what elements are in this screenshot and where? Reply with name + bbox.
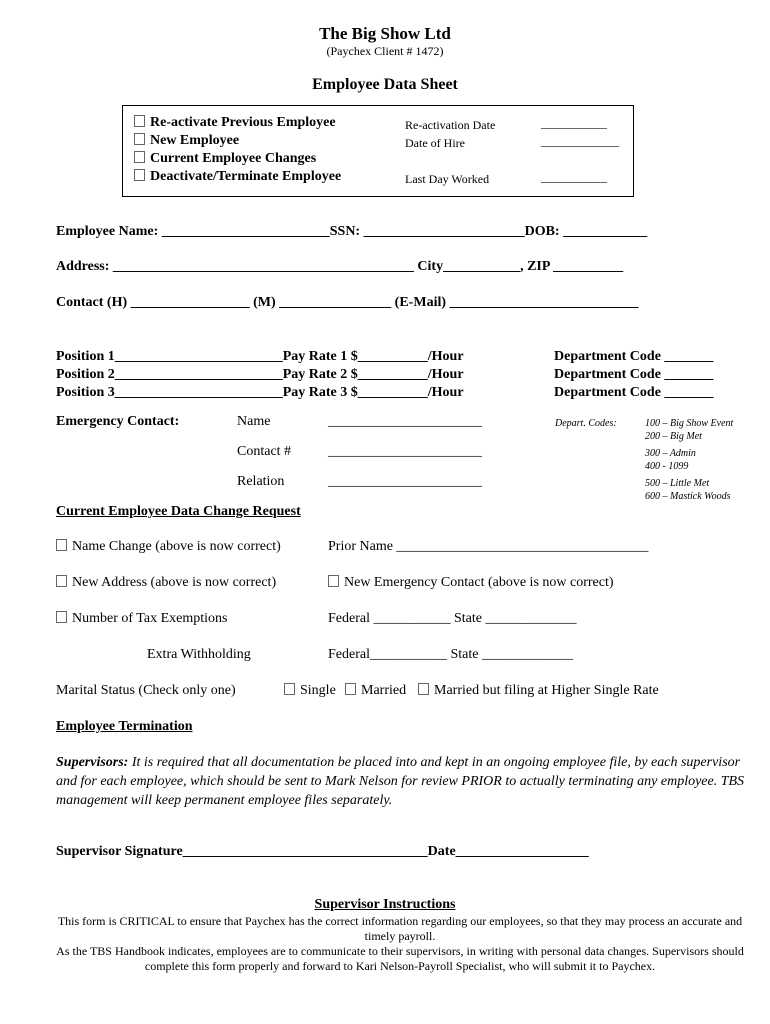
checkbox[interactable] (345, 683, 356, 695)
reactivation-date-field[interactable]: ___________ (541, 116, 607, 130)
dept-code-item: 300 – Admin (645, 448, 696, 459)
dept-code-item: 100 – Big Show Event (645, 418, 734, 429)
supervisors-label: Supervisors: (56, 755, 129, 770)
last-day-label: Last Day Worked (405, 172, 490, 186)
option-deactivate[interactable] (134, 169, 341, 185)
extra-withholding-fields[interactable]: Federal___________ State _____________ (328, 647, 573, 662)
option-label: New Employee (150, 133, 240, 148)
emergency-contact-heading: Emergency Contact: (56, 414, 180, 429)
marital-status-label: Marital Status (Check only one) (56, 683, 236, 698)
tax-exemptions-fields[interactable]: Federal ___________ State _____________ (328, 611, 577, 626)
option-label: New Emergency Contact (above is now correct) (344, 575, 614, 590)
new-emergency-contact-option[interactable] (328, 575, 614, 591)
supervisors-text: It is required that all documentation be placed into and kept in an ongoing employee file, by each supervisor and for each employee, which should be sent to Mark Nelson for review PRIOR to actually terminating any employee. TBS management will keep permanent employee files separately. (56, 755, 745, 808)
tax-exemptions-option[interactable] (56, 611, 227, 627)
option-label: Current Employee Changes (150, 151, 317, 166)
date-of-hire-label: Date of Hire (405, 136, 465, 150)
checkbox[interactable] (134, 115, 145, 127)
marital-married-option[interactable] (345, 683, 406, 699)
dept-code-item: 400 - 1099 (645, 461, 689, 472)
instructions-paragraph-1: This form is CRITICAL to ensure that Paychex has the correct information regarding our employees, so that they may process an accurate and timely payroll. (57, 914, 743, 943)
change-request-heading: Current Employee Data Change Request (56, 504, 301, 519)
position-2-line[interactable]: Position 2________________________Pay Rate 2 $__________/Hour (56, 367, 464, 382)
checkbox[interactable] (284, 683, 295, 695)
option-label: Name Change (above is now correct) (72, 539, 281, 554)
emergency-name-field[interactable]: ______________________ (328, 414, 482, 429)
option-label: Deactivate/Terminate Employee (150, 169, 342, 184)
emergency-relation-label: Relation (237, 474, 285, 489)
prior-name-field[interactable]: Prior Name ____________________________________ (328, 539, 649, 554)
client-number: (Paychex Client # 1472) (326, 44, 444, 58)
checkbox[interactable] (134, 169, 145, 181)
marital-higher-rate-option[interactable] (418, 683, 659, 699)
checkbox[interactable] (56, 611, 67, 623)
marital-single-option[interactable] (284, 683, 336, 699)
option-new-employee[interactable] (134, 133, 239, 149)
name-change-option[interactable] (56, 539, 281, 555)
company-name: The Big Show Ltd (319, 24, 451, 43)
contact-line[interactable]: Contact (H) _________________ (M) ________________ (E-Mail) ___________________________ (56, 295, 639, 310)
checkbox[interactable] (418, 683, 429, 695)
dept-codes-heading: Depart. Codes: (555, 418, 617, 429)
dept-code-item: 200 – Big Met (645, 431, 702, 442)
option-label: New Address (above is now correct) (72, 575, 277, 590)
option-current-changes[interactable] (134, 151, 316, 167)
emergency-name-label: Name (237, 414, 271, 429)
option-label: Re-activate Previous Employee (150, 115, 336, 130)
address-line[interactable]: Address: ___________________________________________ City___________, ZIP __________ (56, 259, 624, 274)
option-label: Married but filing at Higher Single Rate (434, 683, 659, 698)
position-1-line[interactable]: Position 1________________________Pay Rate 1 $__________/Hour (56, 349, 464, 364)
emergency-contact-field[interactable]: ______________________ (328, 444, 482, 459)
department-code-2[interactable]: Department Code _______ (554, 367, 714, 382)
option-label: Single (300, 683, 336, 698)
option-label: Married (361, 683, 407, 698)
checkbox[interactable] (134, 133, 145, 145)
dept-code-item: 500 – Little Met (645, 478, 710, 489)
checkbox[interactable] (56, 575, 67, 587)
department-code-3[interactable]: Department Code _______ (554, 385, 714, 400)
instructions-heading: Supervisor Instructions (314, 897, 456, 912)
department-code-1[interactable]: Department Code _______ (554, 349, 714, 364)
page-title: Employee Data Sheet (312, 76, 458, 93)
instructions-paragraph-2: As the TBS Handbook indicates, employees are to communicate to their supervisors, in writing with personal data changes. Supervisors should complete this form properly and forward to Kari Nelson-Payroll Specialist, who will submit it to Paychex. (56, 944, 744, 973)
last-day-field[interactable]: ___________ (541, 170, 607, 184)
date-of-hire-field[interactable]: _____________ (541, 134, 619, 148)
dept-code-item: 600 – Mastick Woods (645, 491, 731, 502)
extra-withholding-label: Extra Withholding (147, 647, 251, 662)
position-3-line[interactable]: Position 3________________________Pay Rate 3 $__________/Hour (56, 385, 464, 400)
checkbox[interactable] (328, 575, 339, 587)
emergency-relation-field[interactable]: ______________________ (328, 474, 482, 489)
checkbox[interactable] (56, 539, 67, 551)
termination-heading: Employee Termination (56, 719, 193, 734)
termination-paragraph (56, 753, 746, 810)
supervisor-signature-line[interactable]: Supervisor Signature___________________________________Date___________________ (56, 844, 589, 859)
emergency-contact-label: Contact # (237, 444, 292, 459)
option-label: Number of Tax Exemptions (72, 611, 228, 626)
reactivation-date-label: Re-activation Date (405, 118, 496, 132)
option-reactivate[interactable] (134, 115, 336, 131)
new-address-option[interactable] (56, 575, 276, 591)
employee-name-line[interactable]: Employee Name: ________________________SSN: _______________________DOB: ____________ (56, 224, 648, 239)
checkbox[interactable] (134, 151, 145, 163)
